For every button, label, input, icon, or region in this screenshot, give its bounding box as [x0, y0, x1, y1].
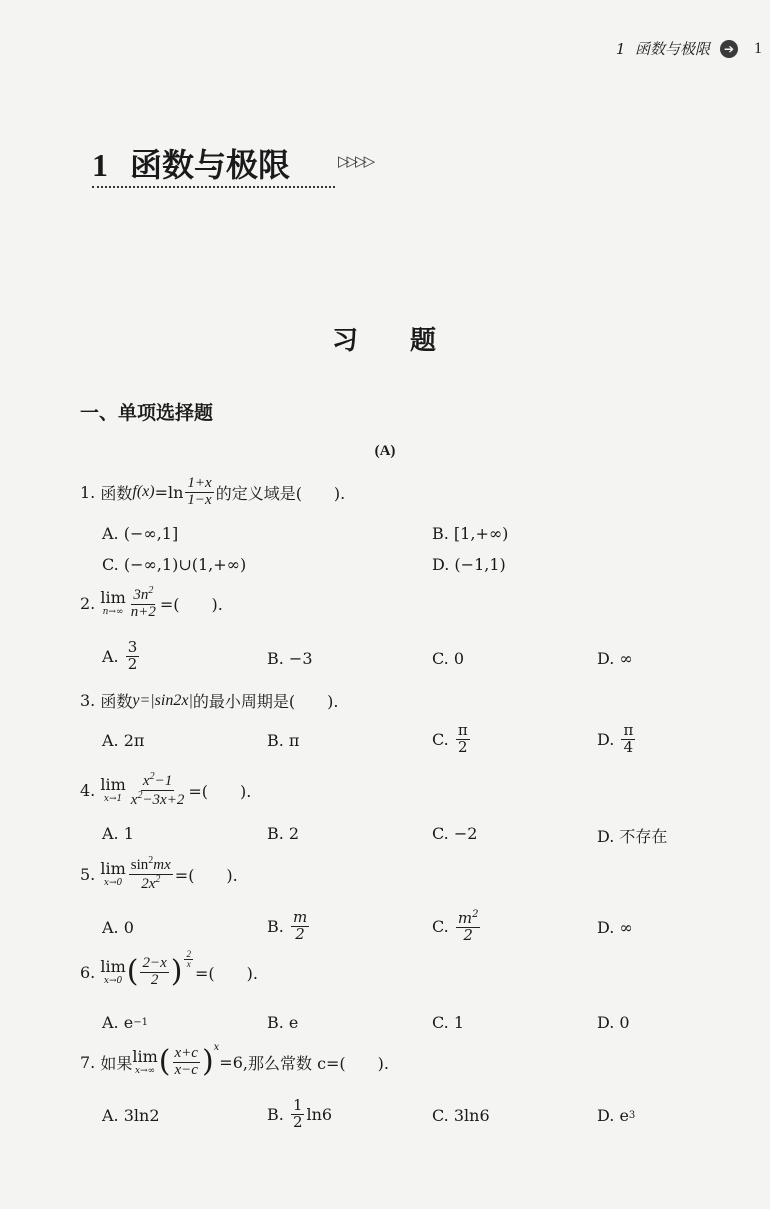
q5-option-c: C. $\frac{m^2}{2}$ [432, 909, 479, 944]
question-7: 7. 如果 lim x→∞ ( $\frac{x+c}{x-c}$ ) $^x$ =6 ,那么常数 c=( ). [80, 1042, 390, 1080]
running-header [616, 38, 762, 59]
q4-option-a: A. 1 [102, 824, 134, 843]
q2-option-a: A. $\frac{3}{2}$ [102, 638, 138, 673]
q2-option-c: C. 0 [432, 649, 465, 668]
section-title: 习 题 [331, 326, 439, 356]
q4-option-d: D. 不存在 [597, 827, 668, 846]
chapter-title [92, 140, 290, 186]
question-5: 5. lim x→0 $\frac{\sin^2mx}{2x^2}$ =( ). [80, 855, 238, 892]
q2-option-b: B. −3 [267, 649, 313, 668]
q5-option-b: B. $\frac{m}{2}$ [267, 908, 308, 943]
chapter-arrows-icon: ▷▷▷▷ [338, 152, 373, 170]
question-6: 6. lim x→0 ( $\frac{2-x}{2}$ ) $\frac{2}{x}$ =( ). [80, 949, 258, 990]
chapter-name: 函数与极限 [130, 146, 291, 184]
q5-option-a: A. 0 [102, 918, 134, 937]
q7-option-c: C. 3ln6 [432, 1106, 490, 1125]
q6-option-d: D. 0 [597, 1013, 630, 1032]
chapter-number: 1 [92, 147, 108, 183]
q3-option-c: C. $\frac{\pi}{2}$ [432, 721, 468, 756]
arrow-right-circle-icon: ➔ [720, 40, 738, 58]
q2-option-d: D. ∞ [597, 649, 633, 668]
q6-option-a: A. e −1 [102, 1013, 148, 1032]
q1-option-d: D. (−1,1) [432, 555, 506, 574]
question-4: 4. lim x→1 $\frac{x^2-1}{x^2-3x+2}$ =( ). [80, 771, 252, 808]
q3-option-a: A. 2π [102, 731, 145, 750]
q1-option-b: B. [1,+∞) [432, 524, 509, 543]
question-1: 1. 函数 f(x) =ln $\frac{1+x}{1-x}$ 的定义域是( ). [80, 475, 346, 508]
q4-option-b: B. 2 [267, 824, 300, 843]
q6-option-c: C. 1 [432, 1013, 465, 1032]
question-3: 3. 函数 y=|sin2x| 的最小周期是( ). [80, 691, 339, 711]
subsection-title: 一、单项选择题 [80, 402, 214, 424]
chapter-underline [92, 186, 335, 188]
q6-option-b: B. e [267, 1013, 299, 1032]
q4-option-c: C. −2 [432, 824, 478, 843]
q3-option-b: B. π [267, 731, 300, 750]
q3-option-d: D. $\frac{\pi}{4}$ [597, 721, 634, 756]
q1-option-a: A. (−∞,1] [102, 524, 179, 543]
question-2: 2. lim n→∞ $\frac{3n^2}{n+2}$ =( ). [80, 585, 223, 620]
page-number: 1 [754, 39, 762, 57]
q5-option-d: D. ∞ [597, 918, 633, 937]
group-label: (A) [374, 443, 396, 459]
q1-option-c: C. (−∞,1)∪(1,+∞) [102, 555, 247, 574]
q7-option-a: A. 3ln2 [102, 1106, 160, 1125]
running-header-title: 1 函数与极限 [615, 40, 710, 58]
q7-option-b: B. $\frac{1}{2}$ ln6 [267, 1096, 333, 1131]
q7-option-d: D. e 3 [597, 1106, 636, 1125]
